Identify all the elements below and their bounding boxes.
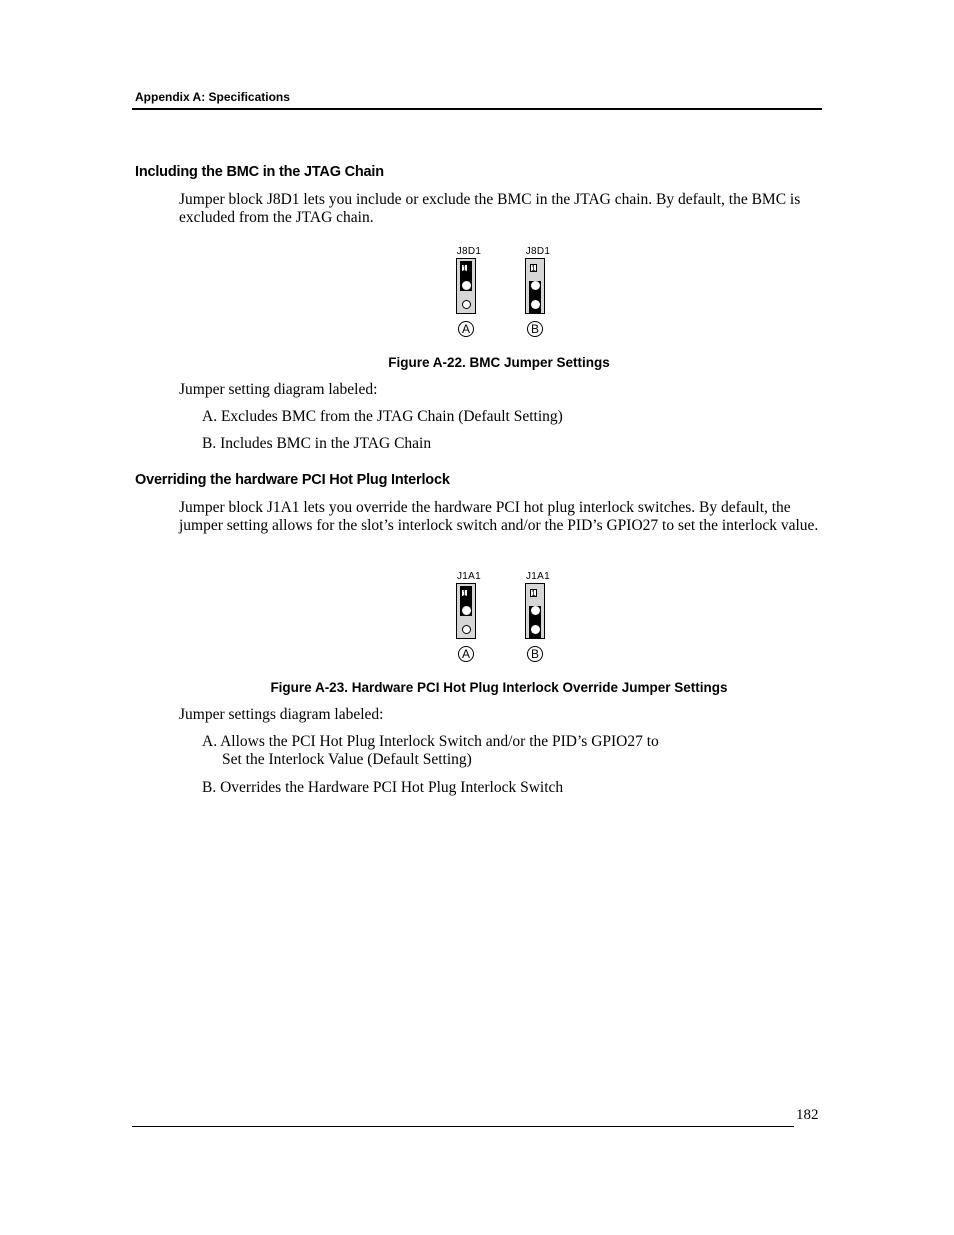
pin-one-marker: 1 bbox=[531, 264, 536, 273]
section-paragraph-bmc: Jumper block J8D1 lets you include or exclude the BMC in the JTAG chain. By default, the BMC is excluded from the JTAG chain. bbox=[179, 191, 801, 226]
pin-3 bbox=[531, 300, 540, 309]
list-item-a-line1: A. Allows the PCI Hot Plug Interlock Switch and/or the PID’s GPIO27 to bbox=[202, 733, 659, 750]
list-item-b: B. Includes BMC in the JTAG Chain bbox=[202, 435, 432, 452]
section-heading-pci: Overriding the hardware PCI Hot Plug Interlock bbox=[135, 472, 450, 488]
pin-one-marker: 1 bbox=[462, 589, 467, 598]
jumper-block bbox=[525, 583, 545, 639]
label-a: A bbox=[458, 646, 474, 662]
jumper-label: J8D1 bbox=[525, 246, 551, 257]
jumper-diagram-b bbox=[522, 246, 552, 346]
pin-3 bbox=[462, 625, 471, 634]
jumper-label: J1A1 bbox=[457, 571, 481, 582]
list-item-a bbox=[202, 733, 659, 768]
header-rule bbox=[132, 108, 822, 110]
pin-one-marker: 1 bbox=[462, 264, 467, 273]
jumper-diagram-a bbox=[453, 571, 483, 671]
pin-2 bbox=[531, 281, 540, 290]
jumper-block bbox=[456, 258, 476, 314]
diagram-intro: Jumper settings diagram labeled: bbox=[179, 706, 384, 723]
list-item-b: B. Overrides the Hardware PCI Hot Plug Interlock Switch bbox=[202, 779, 564, 796]
list-item-a: A. Excludes BMC from the JTAG Chain (Default Setting) bbox=[202, 408, 563, 425]
jumper-diagram-a bbox=[453, 246, 483, 346]
pin-3 bbox=[531, 625, 540, 634]
pin-2 bbox=[531, 606, 540, 615]
section-paragraph-pci: Jumper block J1A1 lets you override the hardware PCI hot plug interlock switches. By default, the jumper setting allows for the slot’s interlock switch and/or the PID’s GPIO27 to set the interlock value. bbox=[179, 499, 819, 534]
figure-caption-a23 bbox=[0, 680, 954, 695]
pin-one-marker: 1 bbox=[531, 589, 536, 598]
figure-caption-a22 bbox=[0, 355, 954, 370]
jumper-diagram-b bbox=[522, 571, 552, 671]
jumper-block bbox=[525, 258, 545, 314]
pin-2 bbox=[462, 606, 471, 615]
page-number: 182 bbox=[796, 1107, 819, 1123]
list-item-a-line2: Set the Interlock Value (Default Setting) bbox=[222, 750, 472, 768]
section-heading-bmc: Including the BMC in the JTAG Chain bbox=[135, 164, 384, 180]
jumper-label: J1A1 bbox=[526, 571, 550, 582]
footer-rule bbox=[132, 1126, 794, 1127]
label-a: A bbox=[458, 321, 474, 337]
jumper-block bbox=[456, 583, 476, 639]
diagram-intro: Jumper setting diagram labeled: bbox=[179, 381, 378, 398]
label-b: B bbox=[527, 321, 543, 337]
label-b: B bbox=[527, 646, 543, 662]
pin-2 bbox=[462, 281, 471, 290]
jumper-label: J8D1 bbox=[456, 246, 482, 257]
pin-3 bbox=[462, 300, 471, 309]
running-header: Appendix A: Specifications bbox=[135, 90, 290, 104]
caption-text: Figure A-23. Hardware PCI Hot Plug Interlock Override Jumper Settings bbox=[270, 680, 728, 695]
caption-text: Figure A-22. BMC Jumper Settings bbox=[388, 355, 610, 370]
